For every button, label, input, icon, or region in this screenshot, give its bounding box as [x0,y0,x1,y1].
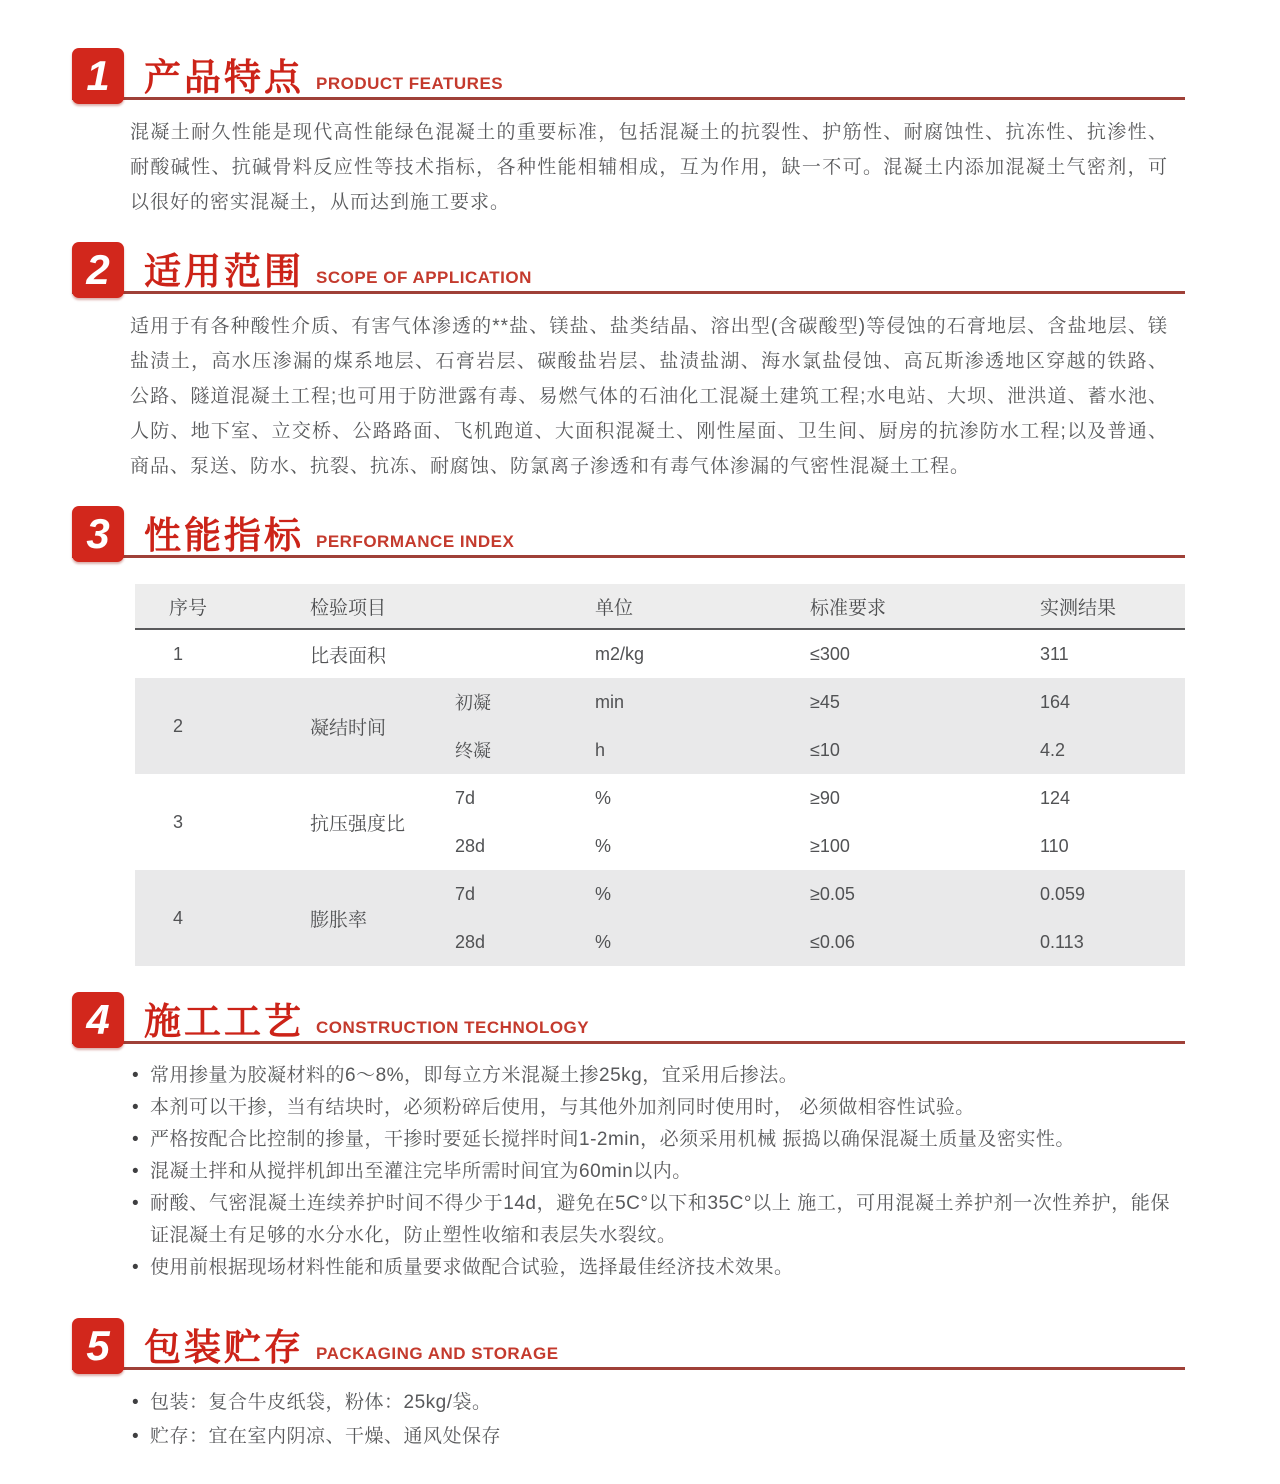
section-2-number-badge [72,242,124,298]
section-2-paragraph: 适用于有各种酸性介质、有害气体渗透的**盐、镁盐、盐类结晶、溶出型(含碳酸型)等侵蚀的石膏地层、含盐地层、镁盐渍土，高水压渗漏的煤系地层、石膏岩层、碳酸盐岩层、盐渍盐湖、海水氯盐侵蚀、高瓦斯渗透地区穿越的铁路、公路、隧道混凝土工程;也可用于防泄露有毒、易燃气体的石油化工混凝土建筑工程;水电站、大坝、泄洪道、蓄水池、人防、地下室、立交桥、公路路面、飞机跑道、大面积混凝土、刚性屋面、卫生间、厨房的抗渗防水工程;以及普通、商品、泵送、防水、抗裂、抗冻、耐腐蚀、防氯离子渗透和有毒气体渗漏的气密性混凝土工程。 [130,316,1168,477]
section-3-title-zh: 性能指标 [144,515,304,557]
cell-no: 1 [173,643,184,664]
section-1-number-badge [72,48,124,104]
cell-no: 2 [173,715,184,736]
section-3-header [72,506,1185,558]
section-4-title-en: CONSTRUCTION TECHNOLOGY [316,1018,590,1037]
section-2-header [72,242,1185,294]
cell-requirement: ≤300 [810,643,850,664]
cell-unit: min [595,691,625,712]
cell-item: 凝结时间 [310,717,387,739]
section-performance-index [72,506,1185,966]
table-row [135,630,1185,678]
section-number: 2 [86,246,110,293]
bullet-item: • 使用前根据现场材料性能和质量要求做配合试验，选择最佳经济技术效果。 [130,1252,1170,1284]
section-construction-technology [72,992,1185,1284]
section-1-paragraph: 混凝土耐久性能是现代高性能绿色混凝土的重要标准，包括混凝土的抗裂性、护筋性、耐腐蚀性、抗冻性、抗渗性、耐酸碱性、抗碱骨料反应性等技术指标，各种性能相辅相成，互为作用，缺一不可。混凝土内添加混凝土气密剂，可以很好的密实混凝土，从而达到施工要求。 [130,122,1168,213]
cell-item: 抗压强度比 [310,813,406,835]
cell-requirement: ≥0.05 [810,883,855,904]
bullet-item: • 混凝土拌和从搅拌机卸出至灌注完毕所需时间宜为60min以内。 [130,1156,1170,1188]
table-row [135,870,1185,966]
bullet-item: • 贮存：宜在室内阴凉、干燥、通风处保存 [130,1420,1170,1454]
section-packaging-and-storage [72,1318,1185,1454]
cell-result: 311 [1040,643,1069,664]
packaging-bullet-list [130,1386,1170,1454]
cell-unit: % [595,835,612,856]
bullet-item: • 常用掺量为胶凝材料的6～8%，即每立方米混凝土掺25kg，宜采用后掺法。 [130,1060,1170,1092]
section-5-number-badge [72,1318,124,1374]
cell-unit: % [595,931,612,952]
cell-sub: 28d [455,835,486,856]
col-header-requirement: 标准要求 [810,597,887,619]
section-4-header [72,992,1185,1044]
bullet-item: • 包装：复合牛皮纸袋，粉体：25kg/袋。 [130,1386,1170,1420]
cell-result: 164 [1040,691,1071,712]
section-number: 4 [86,996,110,1043]
cell-result: 0.113 [1040,931,1084,952]
cell-requirement: ≥100 [810,835,850,856]
section-number: 3 [86,510,110,557]
bullet-item: • 本剂可以干掺，当有结块时，必须粉碎后使用，与其他外加剂同时使用时， 必须做相容性试验。 [130,1092,1170,1124]
section-scope-of-application [72,242,1185,484]
section-number: 5 [86,1322,110,1369]
cell-requirement: ≤10 [810,739,840,760]
col-header-item: 检验项目 [310,597,387,619]
cell-sub: 初凝 [455,693,491,713]
cell-requirement: ≥90 [810,787,840,808]
section-5-title-en: PACKAGING AND STORAGE [316,1344,559,1363]
cell-sub: 7d [455,787,476,808]
cell-result: 0.059 [1040,883,1086,904]
section-product-features [72,48,1185,220]
section-2-title-zh: 适用范围 [144,251,304,293]
section-4-number-badge [72,992,124,1048]
section-2-title-en: SCOPE OF APPLICATION [316,268,532,287]
col-header-no: 序号 [169,597,208,619]
cell-result: 124 [1040,787,1071,808]
cell-sub: 7d [455,883,476,904]
cell-unit: m2/kg [595,643,645,664]
cell-item: 膨胀率 [310,909,368,931]
section-1-title-zh: 产品特点 [144,57,304,99]
section-3-title-en: PERFORMANCE INDEX [316,532,515,551]
table-row [135,774,1185,870]
cell-item: 比表面积 [310,645,387,667]
cell-unit: % [595,787,612,808]
bullet-item: • 严格按配合比控制的掺量，干掺时要延长搅拌时间1-2min，必须采用机械 振捣以确保混凝土质量及密实性。 [130,1124,1170,1156]
col-header-unit: 单位 [595,597,634,619]
cell-sub: 28d [455,931,486,952]
section-number: 1 [86,52,110,99]
section-1-header [72,48,1185,100]
cell-sub: 终凝 [455,741,491,761]
cell-unit: % [595,883,612,904]
bullet-item: • 耐酸、气密混凝土连续养护时间不得少于14d，避免在5C°以下和35C°以上 施工，可用混凝土养护剂一次性养护，能保证混凝土有足够的水分水化，防止塑性收缩和表层失水裂纹。 [130,1188,1170,1252]
section-5-header [72,1318,1185,1370]
table-row [135,678,1185,774]
col-header-result: 实测结果 [1040,597,1117,619]
cell-result: 4.2 [1040,739,1066,760]
cell-requirement: ≤0.06 [810,931,855,952]
cell-requirement: ≥45 [810,691,840,712]
performance-table [135,584,1185,966]
cell-unit: h [595,739,606,760]
cell-no: 3 [173,811,184,832]
section-5-title-zh: 包装贮存 [144,1327,304,1369]
cell-no: 4 [173,907,184,928]
cell-result: 110 [1040,835,1069,856]
section-4-title-zh: 施工工艺 [144,1001,304,1043]
table-header-row [135,584,1185,630]
section-1-title-en: PRODUCT FEATURES [316,74,504,93]
construction-bullet-list [130,1060,1170,1284]
section-3-number-badge [72,506,124,562]
